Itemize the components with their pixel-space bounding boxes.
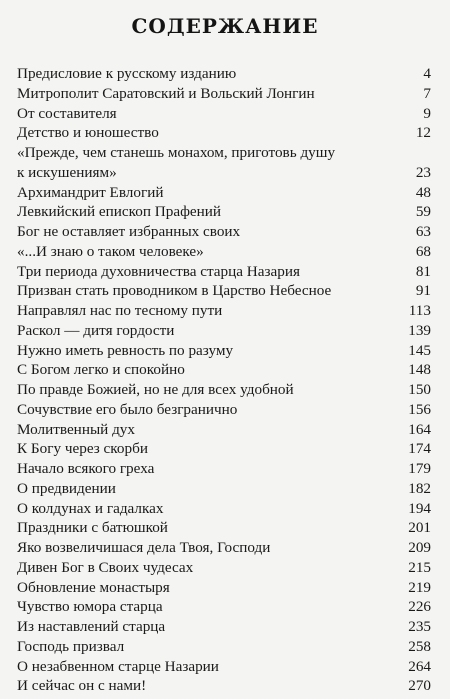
toc-entry bbox=[17, 518, 431, 538]
toc-entry bbox=[17, 657, 431, 677]
toc-entry-title: Предисловие к русскому изданию bbox=[17, 65, 237, 82]
toc-entry-title: «...И знаю о таком человеке» bbox=[17, 242, 204, 260]
toc-page-number: 209 bbox=[408, 539, 431, 556]
toc-entry-title: О колдунах и гадалках bbox=[17, 499, 164, 517]
toc-page-number: 219 bbox=[408, 578, 431, 596]
toc-entry-title: Направлял нас по тесному пути bbox=[17, 302, 223, 319]
toc-page-number: 113 bbox=[408, 302, 431, 319]
toc-entry-title: О предвидении bbox=[17, 479, 116, 497]
toc-entry bbox=[17, 676, 431, 696]
toc-entry-title: Левкийский епископ Прафений bbox=[17, 203, 222, 221]
toc-entry bbox=[17, 578, 431, 598]
toc-entry-title: Праздники с батюшкой bbox=[17, 519, 168, 537]
toc-entry bbox=[17, 499, 431, 519]
toc-entry bbox=[17, 341, 431, 361]
toc-page-number: 12 bbox=[415, 124, 431, 142]
toc-entry-title: Из наставлений старца bbox=[17, 618, 166, 635]
toc-page-number: 139 bbox=[408, 321, 431, 339]
toc-page-number: 48 bbox=[415, 183, 431, 201]
toc-entry bbox=[17, 439, 431, 459]
toc-entry bbox=[17, 242, 431, 262]
toc-page-number: 148 bbox=[408, 361, 431, 379]
toc-entry bbox=[17, 104, 431, 124]
toc-entry bbox=[17, 637, 431, 657]
toc-entry bbox=[17, 64, 431, 84]
toc-page-number: 9 bbox=[423, 104, 431, 122]
toc-entry-title: С Богом легко и спокойно bbox=[17, 361, 185, 379]
toc-entry-title: Дивен Бог в Своих чудесах bbox=[17, 558, 194, 576]
toc-entry-title: Детство и юношество bbox=[17, 124, 159, 142]
toc-entry-title: Нужно иметь ревность по разуму bbox=[17, 341, 234, 359]
toc-entry bbox=[17, 420, 431, 440]
toc-page-number: 7 bbox=[423, 84, 431, 102]
toc-entry-title: Бог не оставляет избранных своих bbox=[17, 223, 241, 240]
toc-entry bbox=[17, 380, 431, 400]
toc-entry-title: И сейчас он с нами! bbox=[17, 677, 147, 695]
toc-page-number: 201 bbox=[408, 519, 431, 537]
toc-page-number: 150 bbox=[408, 381, 431, 398]
toc-entry-title: К Богу через скорби bbox=[17, 440, 148, 458]
toc-page-number: 194 bbox=[408, 499, 431, 517]
toc-entry bbox=[17, 617, 431, 637]
toc-page-number: 4 bbox=[423, 65, 431, 82]
toc-entry bbox=[17, 301, 431, 321]
toc-page-number: 270 bbox=[408, 677, 431, 695]
toc-page-number: 68 bbox=[415, 242, 431, 260]
toc-entry-title: Чувство юмора старца bbox=[17, 598, 163, 616]
toc-entry bbox=[17, 597, 431, 617]
toc-entry bbox=[17, 281, 431, 301]
toc-page-number: 164 bbox=[408, 420, 431, 438]
toc-entry-title: Обновление монастыря bbox=[17, 578, 170, 596]
toc-entry-title: Яко возвеличишася дела Твоя, Господи bbox=[17, 539, 271, 556]
toc-page-number: 145 bbox=[408, 341, 431, 359]
toc-entry-title: От составителя bbox=[17, 104, 117, 122]
toc-entry bbox=[17, 479, 431, 499]
toc-entry-title: Три периода духовничества старца Назария bbox=[17, 262, 300, 280]
table-of-contents bbox=[17, 64, 431, 696]
toc-entry-title: Призван стать проводником в Царство Небесное bbox=[17, 282, 332, 300]
toc-entry bbox=[17, 123, 431, 143]
toc-page-number: 226 bbox=[408, 598, 431, 616]
page-title: СОДЕРЖАНИЕ bbox=[131, 14, 319, 38]
toc-entry bbox=[17, 321, 431, 341]
toc-entry-title: По правде Божией, но не для всех удобной bbox=[17, 381, 294, 398]
toc-entry-title: «Прежде, чем станешь монахом, приготовь душу bbox=[17, 144, 336, 161]
toc-page-number: 264 bbox=[408, 657, 431, 675]
toc-entry-title: Митрополит Саратовский и Вольский Лонгин bbox=[17, 84, 315, 102]
toc-page-number: 81 bbox=[415, 262, 431, 280]
toc-entry-title: Молитвенный дух bbox=[17, 420, 135, 438]
toc-page-number: 63 bbox=[415, 223, 431, 240]
toc-entry bbox=[17, 558, 431, 578]
toc-entry bbox=[17, 143, 431, 183]
toc-entry bbox=[17, 360, 431, 380]
toc-entry-title-continued: к искушениям» bbox=[17, 163, 117, 181]
toc-entry-title: Архимандрит Евлогий bbox=[17, 183, 164, 201]
toc-entry bbox=[17, 84, 431, 104]
toc-page-number: 182 bbox=[408, 479, 431, 497]
toc-entry bbox=[17, 400, 431, 420]
toc-page-number: 235 bbox=[408, 618, 431, 635]
toc-entry bbox=[17, 459, 431, 479]
toc-entry bbox=[17, 202, 431, 222]
toc-entry bbox=[17, 538, 431, 558]
toc-page-number: 156 bbox=[408, 400, 431, 418]
toc-page-number: 91 bbox=[415, 282, 431, 300]
toc-entry-title: Раскол — дитя гордости bbox=[17, 321, 175, 339]
toc-entry-title: Начало всякого греха bbox=[17, 460, 155, 477]
toc-entry bbox=[17, 183, 431, 203]
toc-entry bbox=[17, 222, 431, 242]
toc-page-number: 215 bbox=[408, 558, 431, 576]
toc-page-number: 59 bbox=[415, 203, 431, 221]
toc-entry-title: Сочувствие его было безгранично bbox=[17, 400, 238, 418]
toc-page-number: 174 bbox=[408, 440, 431, 458]
toc-entry-title: Господь призвал bbox=[17, 637, 125, 655]
toc-page-number: 23 bbox=[415, 163, 431, 181]
toc-entry-title: О незабвенном старце Назарии bbox=[17, 657, 219, 675]
toc-page-number: 258 bbox=[408, 637, 431, 655]
toc-entry bbox=[17, 262, 431, 282]
toc-page-number: 179 bbox=[408, 460, 431, 477]
